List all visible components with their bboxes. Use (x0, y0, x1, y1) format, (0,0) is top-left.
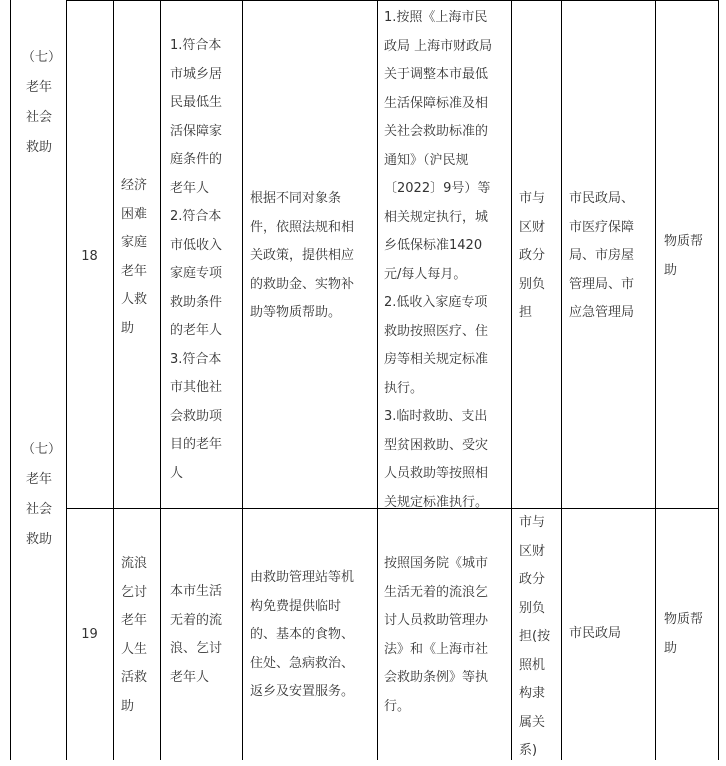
table-border-top (66, 0, 719, 1)
target-group: 本市生活 无着的流 浪、乞讨 老年人 (170, 584, 223, 685)
funding-source: 市与 区财 政分 别负 担 (519, 191, 546, 320)
column-divider (113, 0, 114, 760)
category-label-top: （七） 老年 社会 救助 (22, 50, 62, 155)
item-name: 经济 困难 家庭 老年 人救 助 (121, 178, 148, 336)
service-standard: 1.按照《上海市民 政局 上海市财政局 关于调整本市最低 生活保障标准及相 关社会救助标准的 通知》（沪民规 〔2022〕9号）等 相关规定执行，城 乡低保标准1420 元/每人每月。 2.低收入家庭专项 救助按照医疗、住 房等相关规定标准 执行。 3.临时救助、支出 型贫困救助、受灾 人员救助等按照相 关规定标准执行。 (384, 10, 493, 510)
service-type: 物质帮 助 (664, 612, 704, 656)
service-type: 物质帮 助 (664, 234, 704, 278)
column-divider (242, 0, 243, 760)
table-border-right (718, 0, 719, 760)
column-divider (511, 0, 512, 760)
target-group: 1.符合本 市城乡居 民最低生 活保障家 庭条件的 老年人 2.符合本 市低收入 家庭专项 救助条件 的老年人 3.符合本 市其他社 会救助项 目的老年 人 (170, 38, 223, 481)
service-standard: 按照国务院《城市 生活无着的流浪乞 讨人员救助管理办 法》和《上海市社 会救助条例》等执 行。 (384, 556, 489, 714)
funding-source: 市与 区财 政分 别负 担(按 照机 构隶 属关 系) (519, 515, 551, 758)
service-content: 根据不同对象条 件，依照法规和相 关政策，提供相应 的救助金、实物补 助等物质帮助。 (250, 191, 355, 320)
row-number: 19 (81, 627, 98, 642)
responsible-department: 市民政局、 市医疗保障 局、市房屋 管理局、市 应急管理局 (569, 191, 635, 320)
responsible-department: 市民政局 (569, 626, 622, 641)
column-divider (160, 0, 161, 760)
column-divider (377, 0, 378, 760)
row-number: 18 (81, 249, 98, 264)
category-label-bottom: （七） 老年 社会 救助 (22, 442, 62, 547)
column-divider (561, 0, 562, 760)
column-divider (66, 0, 67, 760)
column-divider (655, 0, 656, 760)
item-name: 流浪 乞讨 老年 人生 活救 助 (121, 556, 148, 714)
service-content: 由救助管理站等机 构免费提供临时 的、基本的食物、 住处、急病救治、 返乡及安置服务。 (250, 570, 355, 699)
table-border-left (10, 0, 11, 760)
